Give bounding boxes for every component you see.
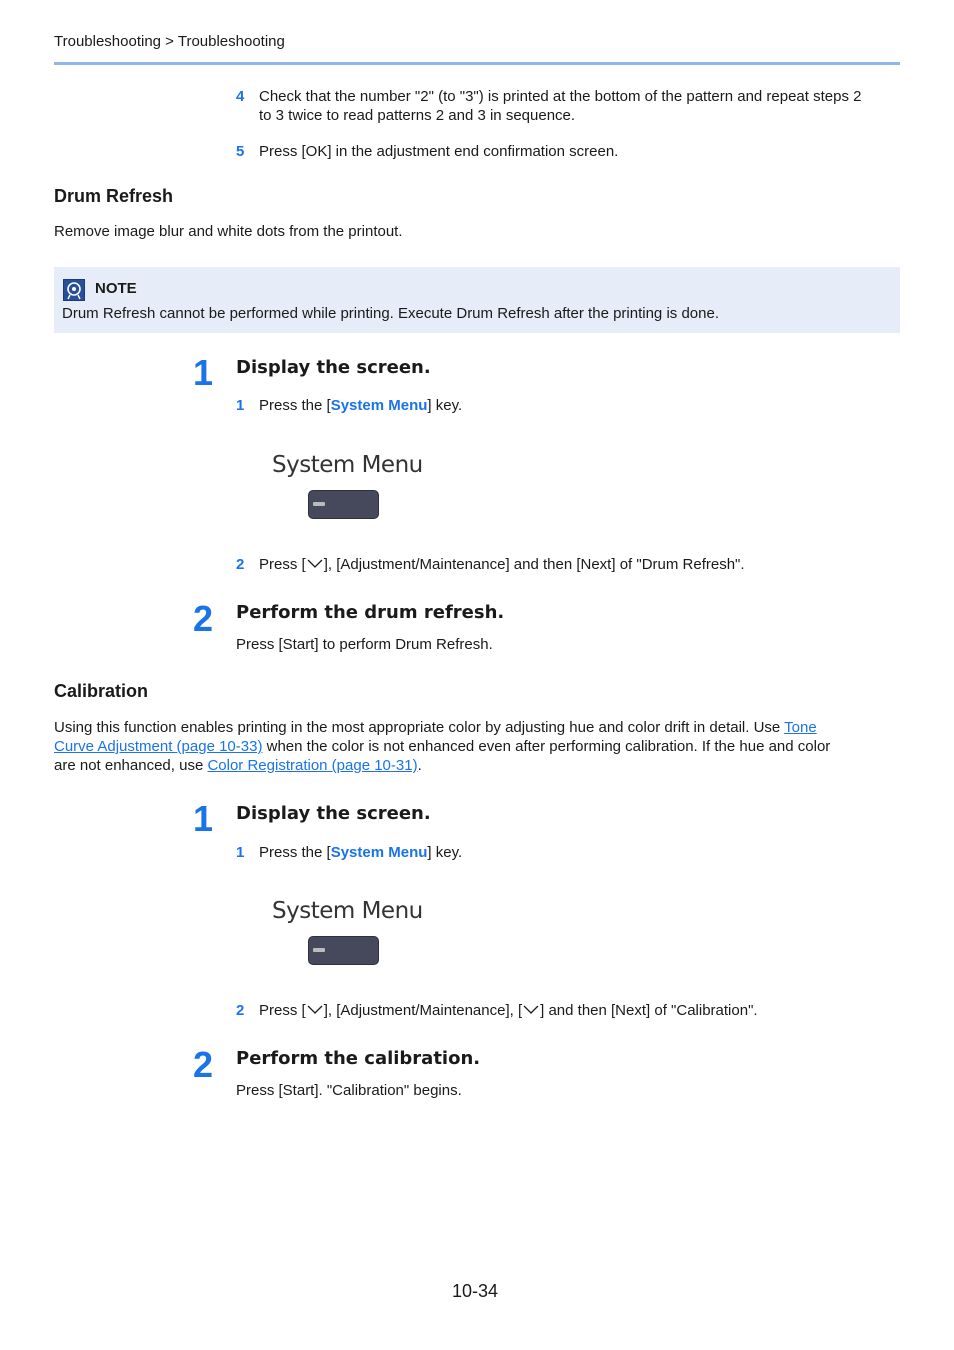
system-menu-key-caption: System Menu — [272, 898, 423, 924]
system-menu-key-label: System Menu — [330, 844, 428, 861]
text: Press [ — [259, 556, 306, 573]
step-number-large: 2 — [192, 598, 214, 639]
substep-navigate — [236, 1001, 876, 1021]
text: Using this function enables printing in the most appropriate color by adjusting hue and color drift in detail. Use — [54, 719, 785, 736]
step-text: Press [Start] to perform Drum Refresh. — [236, 636, 493, 653]
step-number: 5 — [236, 143, 245, 160]
step-text: Press [Start]. "Calibration" begins. — [236, 1082, 462, 1099]
step-number-large: 2 — [192, 1044, 214, 1085]
system-menu-key-label: System Menu — [330, 397, 428, 414]
text: ] key. — [427, 844, 463, 861]
step-title: Display the screen. — [236, 803, 431, 824]
chevron-down-icon — [306, 1002, 324, 1021]
text: ] and then [Next] of "Calibration". — [540, 1002, 758, 1019]
breadcrumb: Troubleshooting > Troubleshooting — [54, 33, 285, 50]
chevron-down-icon — [306, 556, 324, 575]
color-registration-link[interactable]: Color Registration (page 10-31) — [207, 757, 418, 774]
tone-curve-link[interactable]: Tone — [784, 719, 817, 736]
note-icon — [63, 279, 85, 301]
step-text: Press [OK] in the adjustment end confirmation screen. — [259, 143, 619, 160]
substep-navigate — [236, 555, 836, 575]
intro-step-5 — [236, 142, 836, 162]
step-number-large: 1 — [192, 798, 214, 839]
key-indicator-icon — [313, 948, 325, 952]
drum-refresh-description: Remove image blur and white dots from the printout. — [54, 223, 403, 240]
step-text-line1: Check that the number "2" (to "3") is printed at the bottom of the pattern and repeat steps 2 — [259, 88, 862, 105]
step-number-large: 1 — [192, 352, 214, 393]
text: ], [Adjustment/Maintenance], [ — [323, 1002, 523, 1019]
step-number: 1 — [236, 844, 245, 861]
header-divider — [54, 62, 900, 65]
section-title-drum-refresh: Drum Refresh — [54, 186, 174, 206]
text: ] key. — [427, 397, 463, 414]
substep-press-system-menu — [236, 396, 636, 416]
step-title: Perform the drum refresh. — [236, 602, 505, 623]
step-number: 4 — [236, 88, 245, 105]
system-menu-key[interactable] — [308, 490, 379, 519]
text: when the color is not enhanced even after performing calibration. If the hue and color — [262, 738, 831, 755]
calibration-description — [54, 718, 900, 775]
system-menu-key-caption: System Menu — [272, 452, 423, 478]
intro-step-4 — [236, 87, 906, 127]
text: Press [ — [259, 1002, 306, 1019]
chevron-down-icon — [522, 1002, 540, 1021]
text: Press the [ — [259, 397, 331, 414]
step-title: Perform the calibration. — [236, 1048, 481, 1069]
step-title: Display the screen. — [236, 357, 431, 378]
note-box — [54, 267, 900, 333]
text: ], [Adjustment/Maintenance] and then [Next] of "Drum Refresh". — [323, 556, 745, 573]
text: . — [417, 757, 422, 774]
text: are not enhanced, use — [54, 757, 208, 774]
step-number: 2 — [236, 556, 245, 573]
tone-curve-link[interactable]: Curve Adjustment (page 10-33) — [54, 738, 263, 755]
note-text: Drum Refresh cannot be performed while printing. Execute Drum Refresh after the printing is done. — [62, 305, 719, 322]
substep-press-system-menu — [236, 843, 636, 863]
text: Press the [ — [259, 844, 331, 861]
step-text-line2: to 3 twice to read patterns 2 and 3 in sequence. — [259, 107, 576, 124]
section-title-calibration: Calibration — [54, 681, 149, 701]
key-indicator-icon — [313, 502, 325, 506]
step-number: 1 — [236, 397, 245, 414]
page-number: 10-34 — [452, 1281, 499, 1301]
note-label: NOTE — [95, 280, 137, 297]
step-number: 2 — [236, 1002, 245, 1019]
system-menu-key[interactable] — [308, 936, 379, 965]
